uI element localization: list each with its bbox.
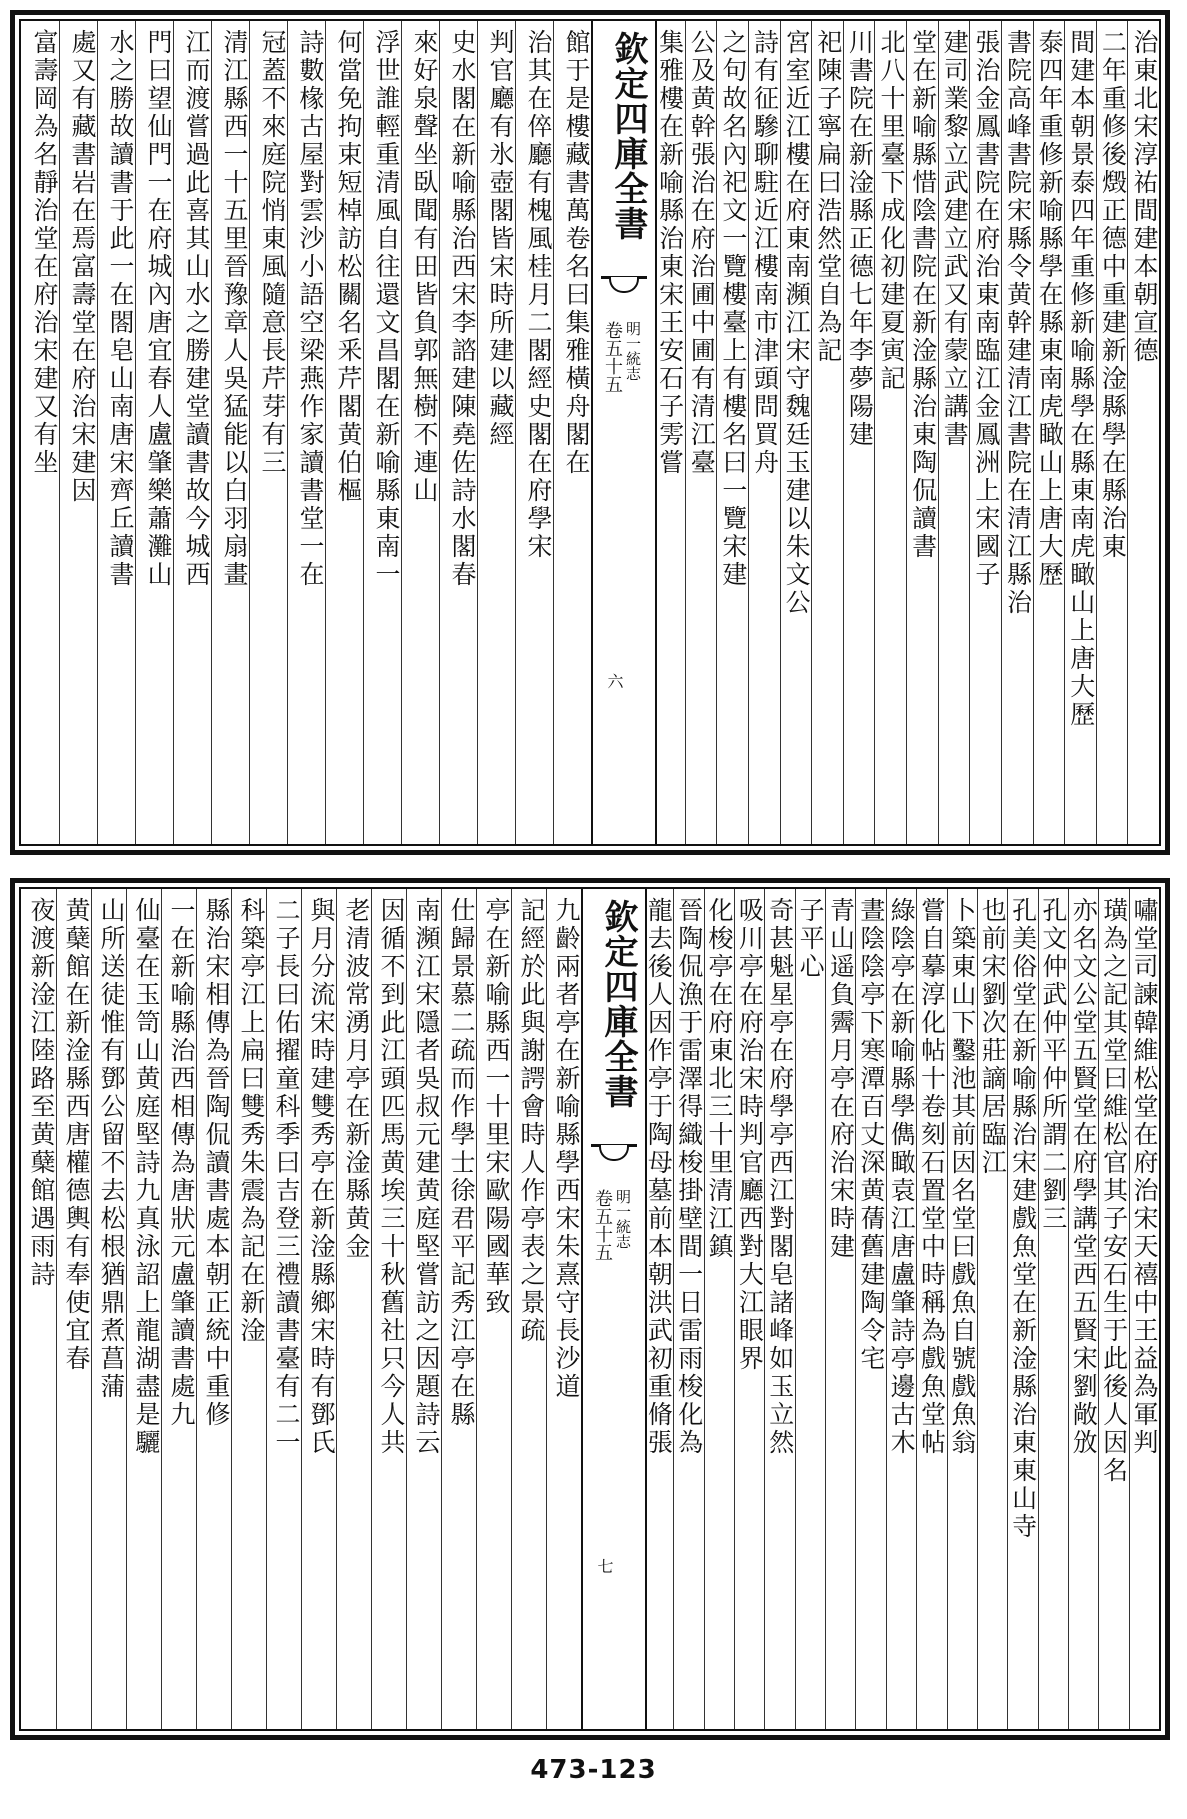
text-column: 書院高峰書院宋縣令黄幹建清江書院在清江縣治 [1003,29,1033,617]
column-rule [439,21,440,844]
bottom-center-column [581,889,647,1729]
column-rule [441,889,442,1729]
column-rule [1033,21,1034,844]
column-rule [1068,889,1069,1729]
text-column: 何當免拘束短棹訪松關名釆芹閣黄伯樞 [334,29,363,505]
column-rule [716,21,717,844]
column-rule [734,889,735,1729]
text-column: 子平心 [796,897,826,981]
text-column: 集雅樓在新喻縣治東宋王安石子雱嘗 [655,29,685,477]
column-rule [969,21,970,844]
column-rule [196,889,197,1729]
column-rule [401,21,402,844]
bottom-fishtail-mark [591,1144,637,1169]
column-rule [553,21,554,844]
text-column: 公及黄幹張治在府治圃中圃有清江臺 [687,29,717,477]
column-rule [780,21,781,844]
column-rule [231,889,232,1729]
text-column: 治東北宋淳祐間建本朝宣德 [1130,29,1159,365]
text-column: 仕歸景慕二疏而作學士徐君平記秀江亭在縣 [447,897,476,1429]
column-rule [811,21,812,844]
column-rule [916,889,917,1729]
column-rule [515,21,516,844]
text-column: 清江縣西一十五里晉豫章人吳猛能以白羽扇畫 [220,29,249,589]
text-column: 川書院在新淦縣正德七年李夢陽建 [845,29,875,449]
text-column: 北八十里臺下成化初建夏寅記 [877,29,906,393]
column-rule [1127,21,1128,844]
text-column: 門曰望仙門一在府城內唐宜春人盧肇樂蕭灘山 [144,29,173,589]
text-column: 化梭亭在府東北三十里清江鎮 [705,897,735,1261]
text-column: 二年重修後燬正德中重建新淦縣學在縣治東 [1098,29,1128,561]
text-column: 張治金鳳書院在府治東南臨江金鳳洲上宋國子 [971,29,1001,589]
column-rule [704,889,705,1729]
text-column: 亦名文公堂五賢堂在府學講堂西五賢宋劉敞攽 [1069,897,1099,1457]
text-column: 亭在新喻縣西一十里宋歐陽國華致 [482,897,511,1317]
column-rule [161,889,162,1729]
column-rule [906,21,907,844]
column-rule [363,21,364,844]
text-column: 卜築東山下鑿池其前因名堂曰戲魚自號戲魚翁 [947,897,977,1457]
column-rule [325,21,326,844]
bottom-page-frame [19,887,1161,1731]
text-column: 與月分流宋時建雙秀亭在新淦縣鄉宋時有鄧氏 [307,897,336,1457]
column-rule [135,21,136,844]
column-rule [287,21,288,844]
column-rule [1038,889,1039,1729]
text-column: 記經於此與謝諤會時人作亭表之景疏 [517,897,546,1345]
text-column: 山所送徒惟有鄧公留不去松根猶鼎煮菖蒲 [97,897,126,1401]
text-column: 黄蘖館在新淦縣西唐權德輿有奉使宜春 [62,897,91,1373]
top-page-frame [19,19,1161,846]
text-column: 水之勝故讀書于此一在閤皂山南唐宋齊丘讀書 [106,29,135,589]
text-column: 吸川亭在府治宋時判官廳西對大江眼界 [735,897,765,1373]
text-column: 祀陳子寧扁曰浩然堂自為記 [813,29,843,365]
column-rule [173,21,174,844]
column-rule [1001,21,1002,844]
column-rule [764,889,765,1729]
bottom-center-section: 明一統志 [614,1189,632,1249]
top-page [10,10,1170,855]
bottom-page [10,878,1170,1740]
top-center-volume: 卷五十五 [602,321,623,393]
column-rule [126,889,127,1729]
column-rule [825,889,826,1729]
text-column: 詩數椽古屋對雲沙小語空梁燕作家讀書堂一在 [296,29,325,589]
text-column: 九齡兩者亭在新喻縣學西宋朱熹守長沙道 [552,897,581,1401]
text-column: 龍去後人因作亭于陶母墓前本朝洪武初重脩張 [644,897,674,1457]
bottom-center-volume: 卷五十五 [592,1189,613,1261]
column-rule [673,889,674,1729]
column-rule [546,889,547,1729]
column-rule [855,889,856,1729]
column-rule [1007,889,1008,1729]
column-rule [301,889,302,1729]
column-rule [336,889,337,1729]
column-rule [406,889,407,1729]
text-column: 南瀕江宋隱者吳叔元建黄庭堅嘗訪之因題詩云 [412,897,441,1457]
text-column: 治其在倅廳有槐風桂月二閣經史閣在府學宋 [524,29,553,561]
bottom-center-title: 欽定四庫全書 [598,899,638,1109]
column-rule [59,21,60,844]
catalog-number: 473-123 [530,1755,657,1785]
text-column: 富壽岡為名靜治堂在府治宋建又有坐 [30,29,59,477]
text-column: 來好泉聲坐臥聞有田皆負郭無樹不連山 [410,29,439,505]
text-column: 璜為之記其堂曰維松官其子安石生于此後人因名 [1099,897,1129,1485]
text-column: 老清波常湧月亭在新淦縣黄金 [342,897,371,1261]
column-rule [748,21,749,844]
column-rule [938,21,939,844]
text-column: 夜渡新淦江陸路至黄蘖館遇雨詩 [27,897,56,1289]
column-rule [476,889,477,1729]
column-rule [511,889,512,1729]
text-column: 館于是樓藏書萬卷名曰集雅橫舟閣在 [562,29,591,477]
top-center-section: 明一統志 [624,321,642,381]
bottom-page-number: 七 [595,1558,614,1574]
text-column: 一在新喻縣治西相傳為唐狀元盧肇讀書處九 [167,897,196,1429]
text-column: 晉陶侃漁于雷澤得織梭掛壁間一日雷雨梭化為 [674,897,704,1457]
column-rule [1129,889,1130,1729]
column-rule [977,889,978,1729]
text-column: 奇甚魁星亭在府學亭西江對閣皂諸峰如玉立然 [765,897,795,1457]
text-column: 科築亭江上扁曰雙秀朱震為記在新淦 [237,897,266,1345]
text-column: 仙臺在玉笥山黄庭堅詩九真泳詔上龍湖盡是驪 [132,897,161,1457]
text-column: 宮室近江樓在府東南瀕江宋守魏廷玉建以朱文公 [782,29,812,617]
column-rule [97,21,98,844]
top-fishtail-mark [601,276,647,301]
top-center-column [591,21,657,844]
column-rule [1098,889,1099,1729]
text-column: 詩有征驂聊駐近江樓南市津頭問買舟 [750,29,780,477]
text-column: 泰四年重修新喻縣學在縣東南虎瞰山上唐大歷 [1035,29,1065,589]
column-rule [886,889,887,1729]
column-rule [477,21,478,844]
text-column: 晝陰陰亭下寒潭百丈深黄蒨舊建陶令宅 [856,897,886,1373]
text-column: 浮世誰輕重清風自往還文昌閣在新喻縣東南一 [372,29,401,589]
text-column: 判官廳有氷壺閣皆宋時所建以藏經 [486,29,515,449]
column-rule [371,889,372,1729]
text-column: 堂在新喻縣惜陰書院在新淦縣治東陶侃讀書 [908,29,938,561]
text-column: 綠陰亭在新喻縣學儁瞰袁江唐盧肇詩亭邊古木 [887,897,917,1457]
text-column: 也前宋劉次莊謫居臨江 [978,897,1008,1177]
text-column: 處又有藏書岩在焉富壽堂在府治宋建因 [68,29,97,505]
text-column: 二子長曰佑擢童科季曰吉登三禮讀書臺有二一 [272,897,301,1457]
text-column: 因循不到此江頭匹馬黄埃三十秋舊社只今人共 [377,897,406,1457]
text-column: 之句故名內祀文一覽樓臺上有樓名曰一覽宋建 [718,29,748,589]
column-rule [795,889,796,1729]
text-column: 江而渡嘗過此喜其山水之勝建堂讀書故今城西 [182,29,211,589]
text-column: 嘗自摹淳化帖十卷刻石置堂中時稱為戲魚堂帖 [917,897,947,1457]
column-rule [843,21,844,844]
top-page-number: 六 [605,673,624,689]
text-column: 史水閣在新喻縣治西宋李諮建陳堯佐詩水閣春 [448,29,477,589]
text-column: 縣治宋相傳為晉陶侃讀書處本朝正統中重修 [202,897,231,1429]
text-column: 嘯堂司諫韓維松堂在府治宋天禧中王益為軍判 [1129,897,1159,1457]
column-rule [947,889,948,1729]
column-rule [211,21,212,844]
column-rule [56,889,57,1729]
text-column: 冠蓋不來庭院悄東風隨意長芹芽有三 [258,29,287,477]
column-rule [685,21,686,844]
column-rule [874,21,875,844]
column-rule [266,889,267,1729]
column-rule [1064,21,1065,844]
column-rule [91,889,92,1729]
text-column: 孔美俗堂在新喻縣治宋建戲魚堂在新淦縣治東東山寺 [1008,897,1038,1541]
text-column: 青山遥負霽月亭在府治宋時建 [826,897,856,1261]
text-column: 間建本朝景泰四年重修新喻縣學在縣東南虎瞰山上唐大歷 [1066,29,1096,729]
text-column: 建司業黎立武建立武又有蒙立講書 [940,29,970,449]
top-center-title: 欽定四庫全書 [608,31,648,241]
column-rule [1096,21,1097,844]
column-rule [249,21,250,844]
text-column: 孔文仲武仲平仲所謂二劉三 [1038,897,1068,1233]
